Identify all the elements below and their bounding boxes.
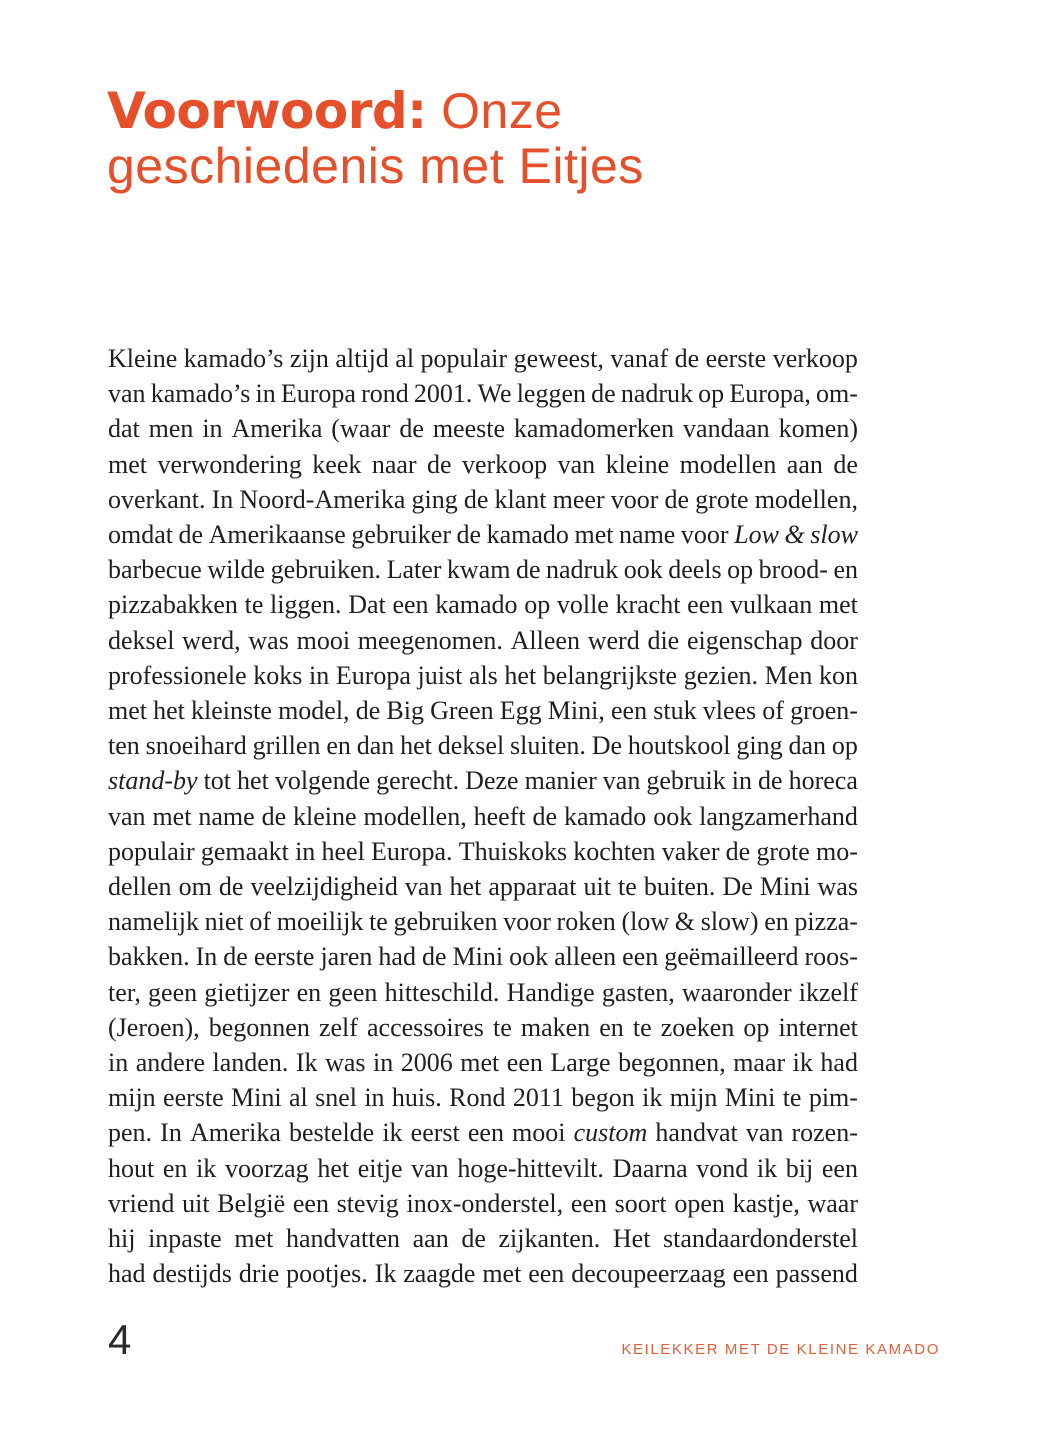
body-line: had destijds drie pootjes. Ik zaagde met een decoupeerzaag een passend — [108, 1259, 858, 1289]
title-light-segment-line1: Onze — [441, 83, 563, 139]
page-number: 4 — [108, 1316, 132, 1363]
title-light-segment-line2: geschiedenis met Eitjes — [107, 138, 644, 194]
body-line: hij inpaste met handvatten aan de zijkanten. Het standaardonderstel — [108, 1224, 858, 1254]
body-line: ten snoeihard grillen en dan het deksel sluiten. De houtskool ging dan op — [108, 731, 858, 761]
body-line: bakken. In de eerste jaren had de Mini ook alleen een geëmailleerd roos- — [108, 942, 858, 972]
body-line: mijn eerste Mini al snel in huis. Rond 2011 begon ik mijn Mini te pim- — [108, 1083, 858, 1113]
body-line: pizzabakken te liggen. Dat een kamado op volle kracht een vulkaan met — [108, 590, 858, 620]
body-line: Kleine kamado’s zijn altijd al populair geweest, vanaf de eerste verkoop — [108, 344, 858, 373]
body-line: namelijk niet of moeilijk te gebruiken voor roken (low & slow) en pizza- — [108, 907, 858, 937]
body-line: hout en ik voorzag het eitje van hoge-hittevilt. Daarna vond ik bij een — [108, 1153, 858, 1183]
page-title — [107, 84, 644, 194]
running-footer: KEILEKKER MET DE KLEINE KAMADO — [621, 1341, 940, 1358]
body-line: populair gemaakt in heel Europa. Thuiskoks kochten vaker de grote mo- — [108, 836, 858, 866]
title-bold-segment: Voorwoord: — [107, 82, 427, 140]
body-line: dat men in Amerika (waar de meeste kamadomerken vandaan komen) — [108, 414, 858, 444]
body-line: professionele koks in Europa juist als het belangrijkste gezien. Men kon — [108, 660, 858, 690]
body-line: deksel werd, was mooi meegenomen. Alleen werd die eigenschap door — [108, 625, 858, 655]
body-line: barbecue wilde gebruiken. Later kwam de nadruk ook deels op brood- en — [108, 555, 858, 585]
page-footer — [108, 1316, 940, 1364]
body-line: pen. In Amerika bestelde ik eerst een mooi custom handvat van rozen- — [108, 1118, 858, 1148]
body-line: omdat de Amerikaanse gebruiker de kamado met name voor Low & slow — [108, 520, 858, 550]
body-line: van met name de kleine modellen, heeft de kamado ook langzamerhand — [108, 801, 858, 831]
body-line: in andere landen. Ik was in 2006 met een Large begonnen, maar ik had — [108, 1048, 858, 1078]
body-line: overkant. In Noord-Amerika ging de klant meer voor de grote modellen, — [108, 484, 858, 514]
body-line: stand-by tot het volgende gerecht. Deze manier van gebruik in de horeca — [108, 766, 858, 796]
body-line: ter, geen gietijzer en geen hitteschild. Handige gasten, waaronder ikzelf — [108, 977, 858, 1007]
body-line: vriend uit België een stevig inox-onderstel, een soort open kastje, waar — [108, 1188, 858, 1218]
body-line: met verwondering keek naar de verkoop van kleine modellen aan de — [108, 449, 858, 479]
body-line: dellen om de veelzijdigheid van het apparaat uit te buiten. De Mini was — [108, 872, 858, 902]
body-line: van kamado’s in Europa rond 2001. We leggen de nadruk op Europa, om- — [108, 379, 858, 409]
body-line: (Jeroen), begonnen zelf accessoires te maken en te zoeken op internet — [108, 1012, 858, 1042]
body-paragraph — [108, 341, 858, 1291]
body-line: met het kleinste model, de Big Green Egg Mini, een stuk vlees of groen- — [108, 696, 858, 726]
